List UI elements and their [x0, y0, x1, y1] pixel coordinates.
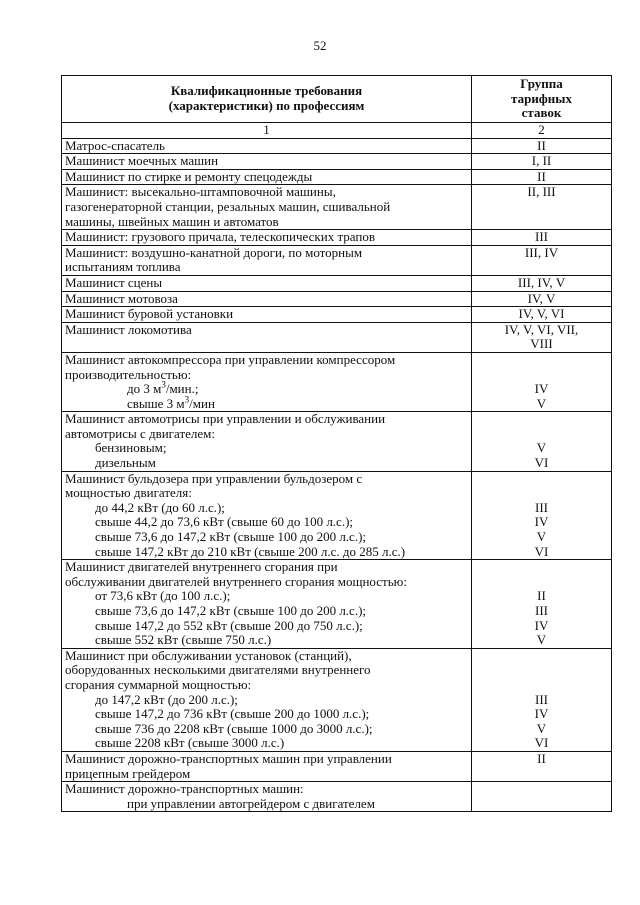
- tariff-cell: V VI: [472, 412, 612, 471]
- profession-cell: Машинист сцены: [62, 275, 472, 291]
- tariff-cell: II: [472, 138, 612, 154]
- column-number: 1: [62, 123, 472, 139]
- tariff-cell: II, III: [472, 185, 612, 230]
- profession-cell: Машинист: воздушно-канатной дороги, по моторным испытаниям топлива: [62, 245, 472, 275]
- table-row: [62, 185, 612, 230]
- tariff-cell: [472, 782, 612, 812]
- profession-cell: Машинист по стирке и ремонту спецодежды: [62, 169, 472, 185]
- tariff-cell: II: [472, 169, 612, 185]
- table-row: [62, 291, 612, 307]
- table-row: [62, 751, 612, 781]
- table-row: [62, 169, 612, 185]
- profession-cell: Машинист дорожно-транспортных машин при управлении прицепным грейдером: [62, 751, 472, 781]
- tariff-cell: IV, V, VI, VII, VIII: [472, 322, 612, 352]
- tariff-cell: II: [472, 751, 612, 781]
- table-row: [62, 138, 612, 154]
- tariff-cell: I, II: [472, 154, 612, 170]
- column-number-row: [62, 123, 612, 139]
- profession-cell: Машинист буровой установки: [62, 307, 472, 323]
- header-requirements: Квалификационные требования (характеристики) по профессиям: [62, 76, 472, 123]
- profession-cell: Машинист: грузового причала, телескопических трапов: [62, 230, 472, 246]
- header-tariff-group: Группа тарифных ставок: [472, 76, 612, 123]
- profession-cell: Матрос-спасатель: [62, 138, 472, 154]
- table-header-row: [62, 76, 612, 123]
- tariff-cell: II III IV V: [472, 560, 612, 649]
- profession-cell: Машинист моечных машин: [62, 154, 472, 170]
- table-row: [62, 322, 612, 352]
- table-row: [62, 412, 612, 471]
- tariff-cell: IV V: [472, 352, 612, 411]
- tariff-cell: IV, V, VI: [472, 307, 612, 323]
- table-row: [62, 230, 612, 246]
- table-row: [62, 275, 612, 291]
- table-row: [62, 471, 612, 560]
- tariff-cell: III, IV, V: [472, 275, 612, 291]
- page-number: 52: [313, 38, 327, 53]
- table-row: [62, 648, 612, 751]
- column-number: 2: [472, 123, 612, 139]
- profession-cell: Машинист: высекально-штамповочной машины, газогенераторной станции, резальных машин, сшивальной машины, швейных машин и автоматов: [62, 185, 472, 230]
- profession-cell: Машинист дорожно-транспортных машин: при управлении автогрейдером с двигателем: [62, 782, 472, 812]
- table-row: [62, 154, 612, 170]
- qualification-table: [61, 75, 612, 812]
- tariff-cell: IV, V: [472, 291, 612, 307]
- tariff-cell: III: [472, 230, 612, 246]
- profession-cell: Машинист двигателей внутреннего сгорания при обслуживании двигателей внутреннего сгорания мощностью: от 73,6 кВт (до 100 л.с.); свыше 73,6 до 147,2 кВт (свыше 100 до 200 л.с.); свыше 147,2 до 552 кВт (свыше 200 до 750 л.с.); свыше 552 кВт (свыше 750 л.с.): [62, 560, 472, 649]
- profession-cell: Машинист автомотрисы при управлении и обслуживании автомотрисы с двигателем: бензиновым; дизельным: [62, 412, 472, 471]
- tariff-cell: III, IV: [472, 245, 612, 275]
- profession-cell: Машинист при обслуживании установок (станций), оборудованных несколькими двигателями внутреннего сгорания суммарной мощностью: до 147,2 кВт (до 200 л.с.); свыше 147,2 до 736 кВт (свыше 200 до 1000 л.с.); свыше 736 до 2208 кВт (свыше 1000 до 3000 л.с.); свыше 2208 кВт (свыше 3000 л.с.): [62, 648, 472, 751]
- table-row: [62, 352, 612, 411]
- table-row: [62, 560, 612, 649]
- profession-cell: Машинист локомотива: [62, 322, 472, 352]
- table-row: [62, 307, 612, 323]
- tariff-cell: III IV V VI: [472, 471, 612, 560]
- profession-cell: Машинист мотовоза: [62, 291, 472, 307]
- table-row: [62, 782, 612, 812]
- profession-cell: Машинист автокомпрессора при управлении компрессором производительностью: до 3 $м^3$/мин.; свыше 3 $м^3$/мин: [62, 352, 472, 411]
- table-row: [62, 245, 612, 275]
- tariff-cell: III IV V VI: [472, 648, 612, 751]
- profession-cell: Машинист бульдозера при управлении бульдозером с мощностью двигателя: до 44,2 кВт (до 60 л.с.); свыше 44,2 до 73,6 кВт (свыше 60 до 100 л.с.); свыше 73,6 до 147,2 кВт (свыше 100 до 200 л.с.); свыше 147,2 кВт до 210 кВт (свыше 200 л.с. до 285 л.с.): [62, 471, 472, 560]
